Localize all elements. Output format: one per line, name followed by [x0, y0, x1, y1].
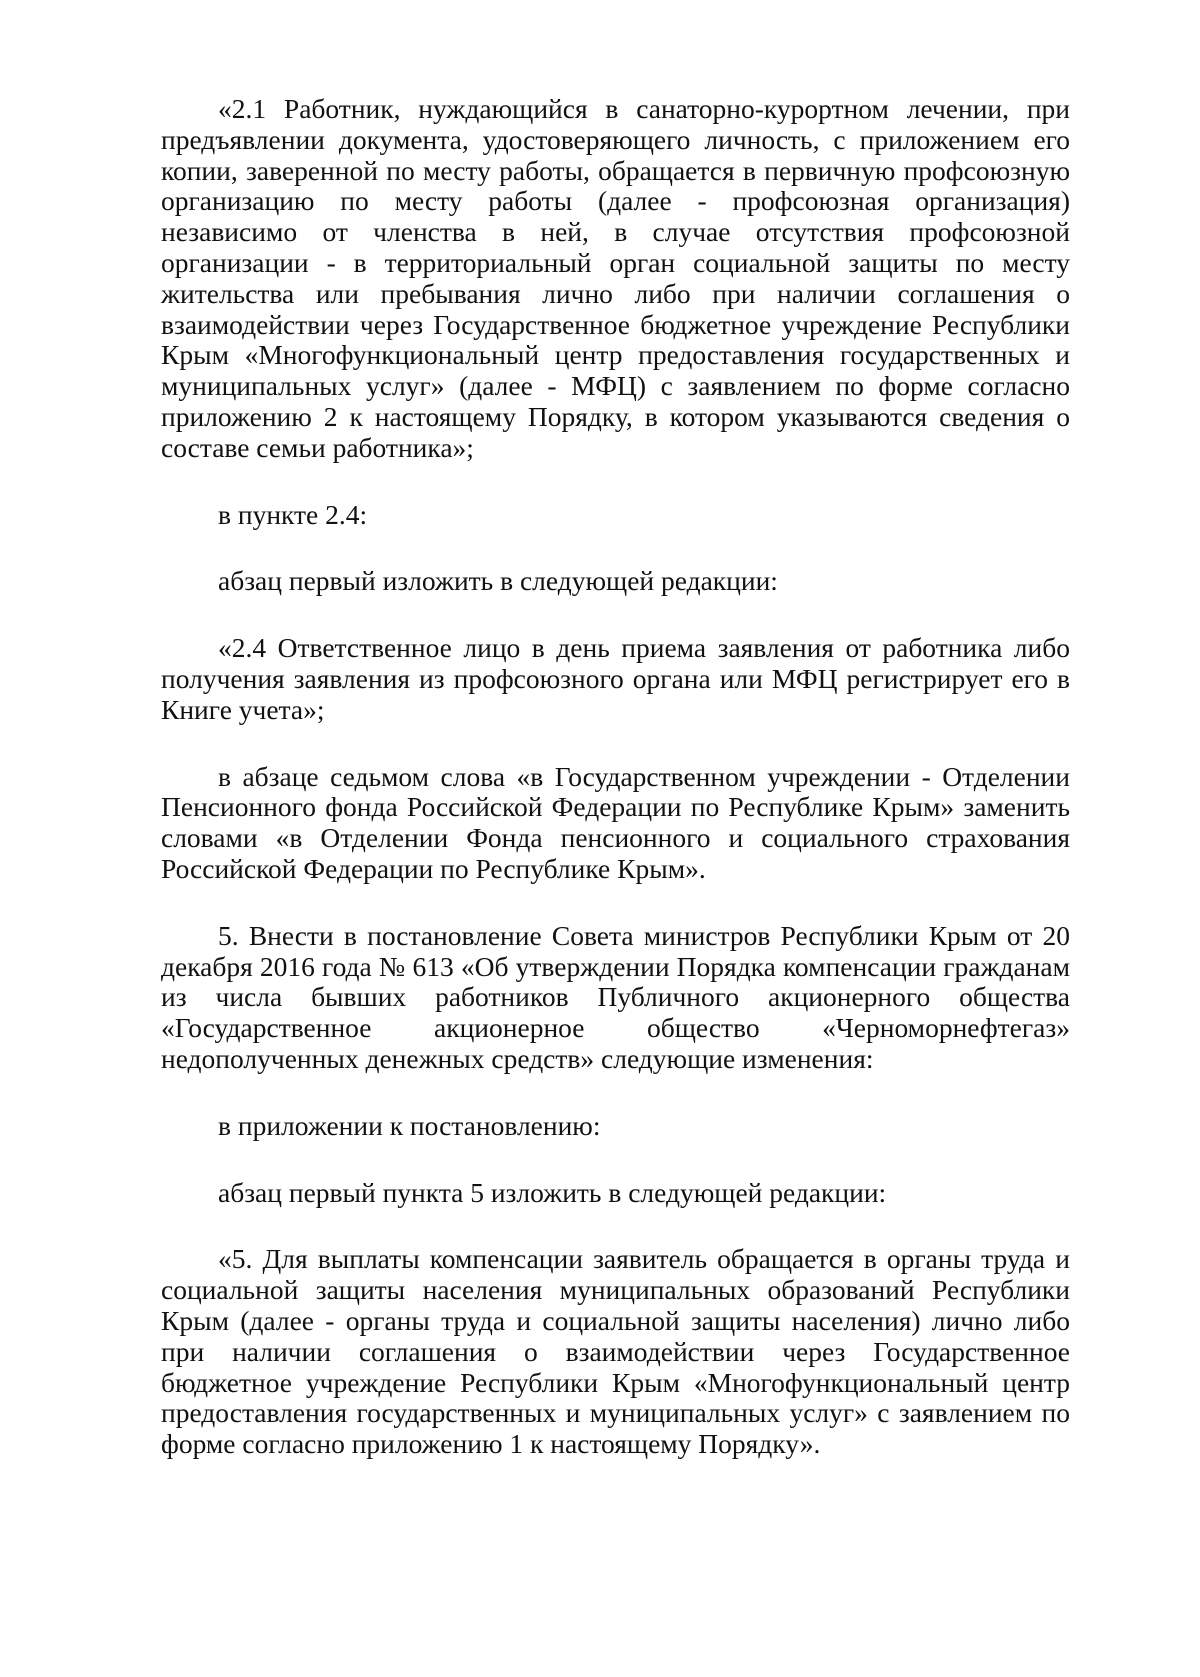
paragraph-first-abzac-instruction: абзац первый изложить в следующей редакции: [218, 565, 778, 597]
paragraph-appendix-intro: в приложении к постановлению: [218, 1109, 601, 1141]
paragraph-2-4-quote: «2.4 Ответственное лицо в день приема заявления от работника либо получения заявления из профсоюзного органа или МФЦ регистрирует его в Книге учета»; [161, 632, 1070, 725]
paragraph-2-1-quote: «2.1 Работник, нуждающийся в санаторно-курортном лечении, при предъявлении документа, удостоверяющего личность, с приложением его копии, заверенной по месту работы, обращается в первичную профсоюзную организацию по месту работы (далее - профсоюзная организация) независимо от членства в ней, в случае отсутствия профсоюзной организации - в территориальный орган социальной защиты по месту жительства или пребывания лично либо при наличии соглашения о взаимодействии через Государственное бюджетное учреждение Республики Крым «Многофункциональный центр предоставления государственных и муниципальных услуг» (далее - МФЦ) с заявлением по форме согласно приложению 2 к настоящему Порядку, в котором указываются сведения о составе семьи работника»; [161, 93, 1070, 463]
paragraph-point-5-instruction: абзац первый пункта 5 изложить в следующей редакции: [218, 1176, 887, 1208]
paragraph-point-2-4-intro: в пункте 2.4: [218, 498, 368, 530]
paragraph-seventh-abzac-replacement: в абзаце седьмом слова «в Государственном учреждении - Отделении Пенсионного фонда Российской Федерации по Республике Крым» заменить словами «в Отделении Фонда пенсионного и социального страхования Российской Федерации по Республике Крым». [161, 760, 1070, 884]
document-page [161, 94, 1070, 1460]
paragraph-5-quote: «5. Для выплаты компенсации заявитель обращается в органы труда и социальной защиты населения муниципальных образований Республики Крым (далее - органы труда и социальной защиты населения) лично либо при наличии соглашения о взаимодействии через Государственное бюджетное учреждение Республики Крым «Многофункциональный центр предоставления государственных и муниципальных услуг» с заявлением по форме согласно приложению 1 к настоящему Порядку». [161, 1243, 1070, 1460]
paragraph-item-5-amendment: 5. Внести в постановление Совета министров Республики Крым от 20 декабря 2016 года № 613 «Об утверждении Порядка компенсации гражданам из числа бывших работников Публичного акционерного общества «Государственное акционерное общество «Черноморнефтегаз» недополученных денежных средств» следующие изменения: [161, 919, 1070, 1074]
